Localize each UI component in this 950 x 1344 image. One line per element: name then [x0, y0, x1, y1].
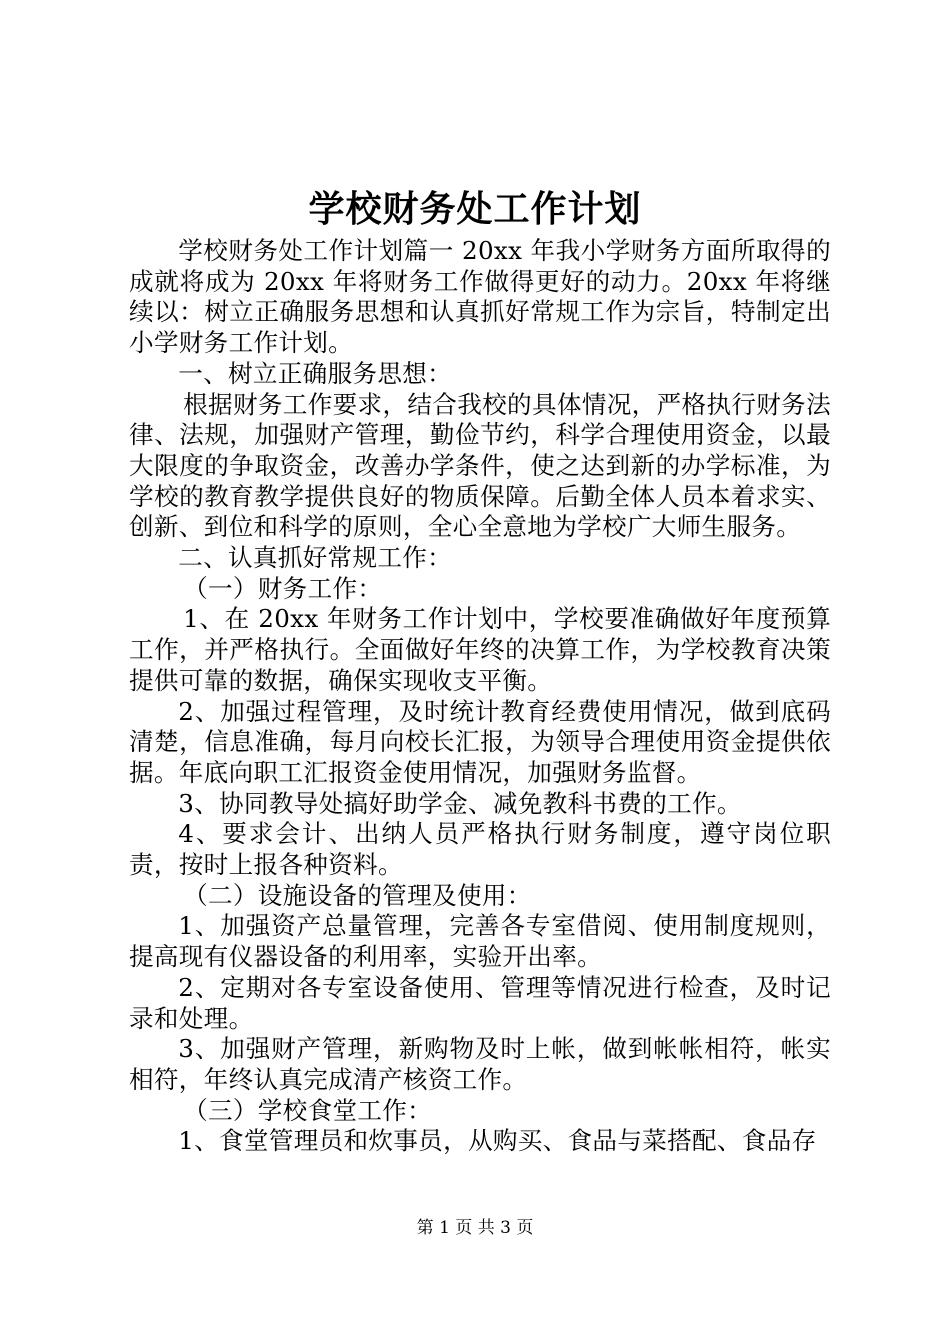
list-item: 1、食堂管理员和炊事员，从购买、食品与菜搭配、食品存	[178, 1126, 817, 1156]
section-heading-1: 一、树立正确服务思想：	[178, 358, 453, 388]
section-heading-2: 二、认真抓好常规工作：	[178, 543, 453, 573]
subsection-heading-facilities: （二）设施设备的管理及使用：	[183, 880, 532, 910]
paragraph-service-principles: 根据财务工作要求，结合我校的具体情况，严格执行财务法律、法规，加强财产管理，勤俭节约，科学合理使用资金，以最大限度的争取资金，改善办学条件，使之达到新的办学标准，为学校的教育教学提供良好的物质保障。后勤全体人员本着求实、创新、到位和科学的原则，全心全意地为学校广大师生服务。	[129, 389, 831, 542]
list-item: 1、在 20xx 年财务工作计划中，学校要准确做好年度预算工作，并严格执行。全面做好年终的决算工作，为学校教育决策提供可靠的数据，确保实现收支平衡。	[129, 604, 831, 695]
document-title: 学校财务处工作计划	[308, 188, 642, 230]
list-item: 2、加强过程管理，及时统计教育经费使用情况，做到底码清楚，信息准确，每月向校长汇报，为领导合理使用资金提供依据。年底向职工汇报资金使用情况，加强财务监督。	[129, 696, 831, 787]
document-body	[129, 236, 831, 1157]
subsection-heading-finance: （一）财务工作：	[183, 573, 383, 603]
list-item: 3、协同教导处搞好助学金、减免教科书费的工作。	[178, 788, 742, 818]
subsection-heading-canteen: （三）学校食堂工作：	[183, 1095, 433, 1125]
page-number-footer: 第 1 页 共 3 页	[416, 1218, 534, 1238]
list-item: 4、要求会计、出纳人员严格执行财务制度，遵守岗位职责，按时上报各种资料。	[129, 819, 831, 880]
list-item: 2、定期对各专室设备使用、管理等情况进行检查，及时记录和处理。	[129, 972, 831, 1033]
list-item: 3、加强财产管理，新购物及时上帐，做到帐帐相符，帐实相符，年终认真完成清产核资工作。	[129, 1034, 831, 1094]
list-item: 1、加强资产总量管理，完善各专室借阅、使用制度规则，提高现有仪器设备的利用率，实验开出率。	[129, 911, 831, 972]
paragraph-intro: 学校财务处工作计划篇一 20xx 年我小学财务方面所取得的成就将成为 20xx 年将财务工作做得更好的动力。20xx 年将继续以：树立正确服务思想和认真抓好常规工作为宗旨，特制定出小学财务工作计划。	[129, 236, 831, 358]
